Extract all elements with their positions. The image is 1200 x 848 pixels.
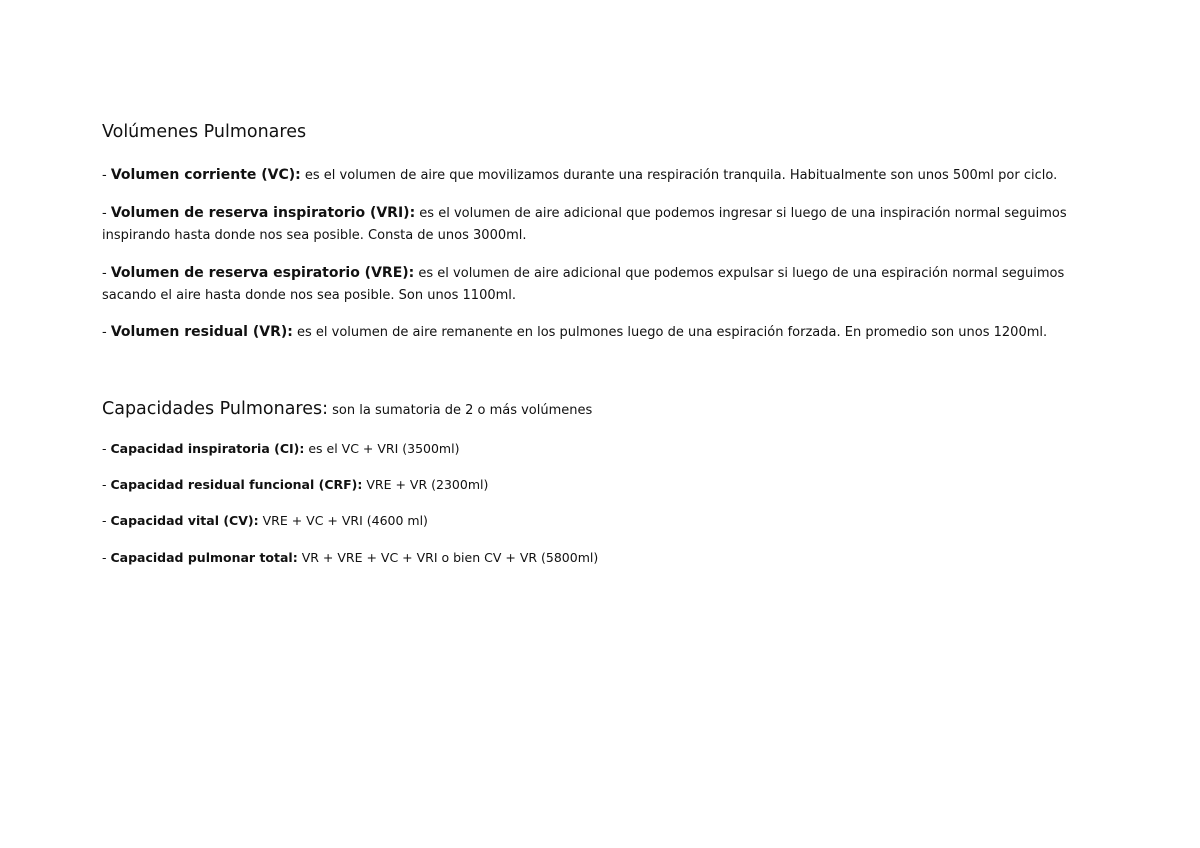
formula-text: es el VC + VRI (3500ml) — [304, 441, 460, 456]
capacidad-residual-funcional-item — [102, 476, 488, 494]
term-label: Volumen corriente (VC): — [110, 167, 301, 183]
term-label: Volumen residual (VR): — [110, 324, 293, 340]
definition-text: es el volumen de aire adicional que podemos ingresar si luego de una inspiración normal seguimos inspirando hasta donde nos sea posible. Consta de unos 3000ml. — [102, 206, 1067, 243]
term-label: Capacidad residual funcional (CRF): — [110, 477, 363, 492]
bullet-dash: - — [102, 441, 111, 456]
bullet-dash: - — [102, 206, 111, 221]
bullet-dash: - — [102, 477, 111, 492]
capacidades-subtitle: son la sumatoria de 2 o más volúmenes — [328, 403, 593, 418]
bullet-dash: - — [102, 325, 111, 340]
volumen-reserva-inspiratorio-paragraph — [102, 202, 1092, 247]
volumen-residual-paragraph — [102, 321, 1092, 344]
definition-text: es el volumen de aire remanente en los pulmones luego de una espiración forzada. En promedio son unos 1200ml. — [292, 325, 1048, 340]
definition-text: es el volumen de aire adicional que podemos expulsar si luego de una espiración normal seguimos sacando el aire hasta donde nos sea posible. Son unos 1100ml. — [102, 266, 1065, 303]
bullet-dash: - — [102, 266, 111, 281]
bullet-dash: - — [102, 168, 111, 183]
capacidad-vital-item — [102, 512, 428, 530]
volumenes-heading: Volúmenes Pulmonares — [102, 122, 307, 142]
capacidad-inspiratoria-item — [102, 440, 459, 458]
term-label: Volumen de reserva espiratorio (VRE): — [110, 265, 415, 281]
volumen-corriente-paragraph — [102, 164, 1092, 187]
bullet-dash: - — [102, 513, 111, 528]
definition-text: es el volumen de aire que movilizamos durante una respiración tranquila. Habitualmente son unos 500ml por ciclo. — [300, 168, 1058, 183]
bullet-dash: - — [102, 550, 111, 565]
formula-text: VR + VRE + VC + VRI o bien CV + VR (5800ml) — [297, 550, 599, 565]
term-label: Capacidad pulmonar total: — [110, 550, 298, 565]
capacidades-heading — [102, 399, 592, 419]
capacidades-title: Capacidades Pulmonares: — [102, 399, 329, 419]
volumen-reserva-espiratorio-paragraph — [102, 262, 1092, 307]
term-label: Capacidad inspiratoria (CI): — [110, 441, 305, 456]
capacidad-pulmonar-total-item — [102, 549, 598, 567]
formula-text: VRE + VC + VRI (4600 ml) — [258, 513, 428, 528]
term-label: Volumen de reserva inspiratorio (VRI): — [110, 205, 416, 221]
formula-text: VRE + VR (2300ml) — [362, 477, 489, 492]
term-label: Capacidad vital (CV): — [110, 513, 259, 528]
